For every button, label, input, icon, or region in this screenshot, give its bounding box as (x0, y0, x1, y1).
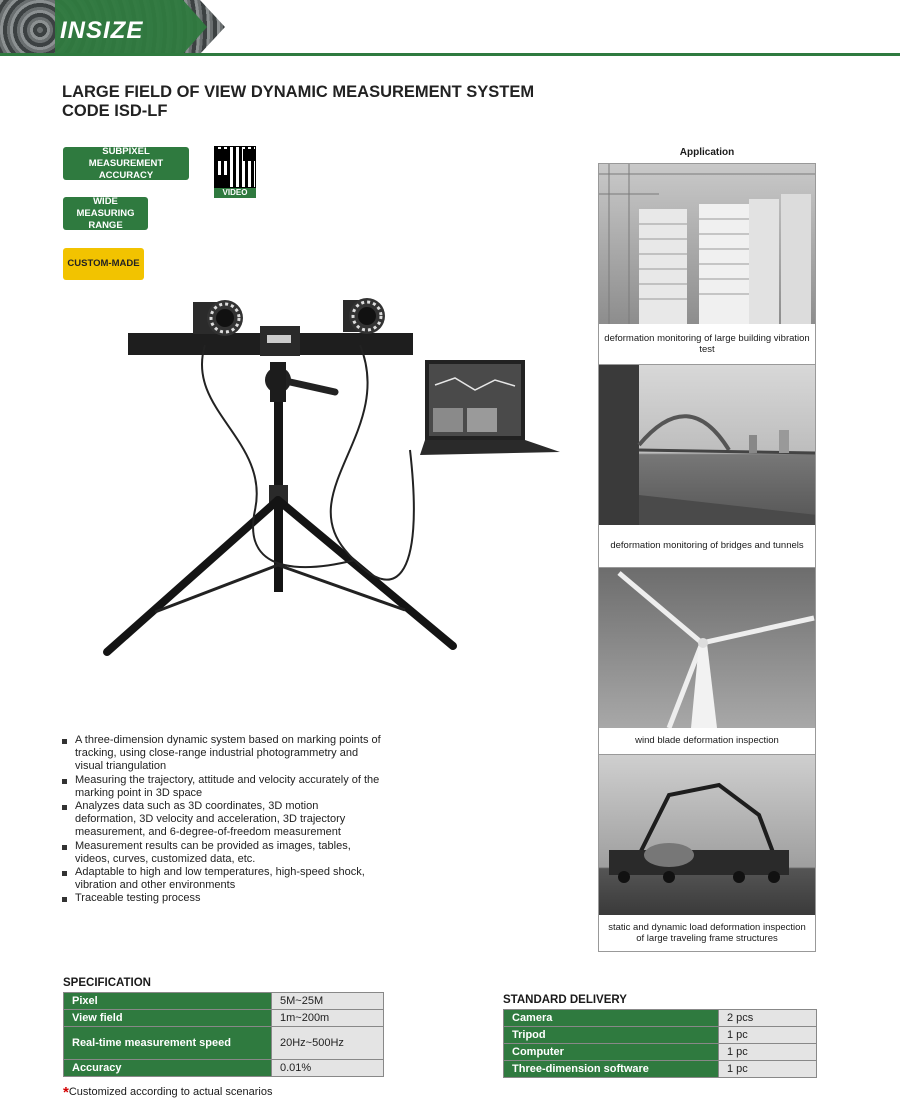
table-row (504, 1027, 817, 1044)
application-caption: static and dynamic load deformation inspection of large traveling frame structures (608, 921, 806, 944)
table-row (504, 1010, 817, 1027)
delivery-value: 2 pcs (719, 1010, 817, 1027)
brand-logo: INSIZE (60, 17, 144, 44)
right-camera-icon (343, 298, 385, 334)
delivery-title: STANDARD DELIVERY (503, 994, 627, 1006)
badge-wide-range: WIDE MEASURING RANGE (63, 197, 148, 230)
spec-value: 20Hz~500Hz (272, 1027, 384, 1060)
spec-key: Accuracy (64, 1060, 272, 1077)
bridge-photo (599, 365, 815, 525)
delivery-key: Tripod (504, 1027, 719, 1044)
application-title: Application (679, 147, 735, 158)
specification-title: SPECIFICATION (63, 977, 151, 989)
delivery-table (503, 1009, 817, 1078)
delivery-key: Three-dimension software (504, 1061, 719, 1078)
table-row (64, 993, 384, 1010)
delivery-value: 1 pc (719, 1027, 817, 1044)
feature-item: Traceable testing process (62, 892, 382, 905)
feature-item: Analyzes data such as 3D coordinates, 3D motion deformation, 3D velocity and acceleration, 3D trajectory measurement, and 6-degree-of-freedom measurement (62, 800, 382, 840)
badge-custom-made: CUSTOM-MADE (63, 248, 144, 280)
page-title: LARGE FIELD OF VIEW DYNAMIC MEASUREMENT SYSTEM (62, 83, 535, 101)
feature-item: Measuring the trajectory, attitude and velocity accurately of the marking point in 3D space (62, 774, 382, 800)
spec-key: View field (64, 1010, 272, 1027)
feature-item: Measurement results can be provided as images, tables, videos, curves, customized data, etc. (62, 840, 382, 866)
table-row (64, 1060, 384, 1077)
wind-turbine-photo (599, 568, 815, 728)
table-row (64, 1027, 384, 1060)
delivery-key: Computer (504, 1044, 719, 1061)
asterisk-icon: * (63, 1084, 69, 1101)
table-row (504, 1061, 817, 1078)
spec-key: Real-time measurement speed (64, 1027, 272, 1060)
specification-table (63, 992, 384, 1077)
badge-subpixel-accuracy: SUBPIXEL MEASUREMENT ACCURACY (63, 147, 189, 180)
application-card-building (598, 163, 816, 365)
delivery-key: Camera (504, 1010, 719, 1027)
left-camera-icon (193, 300, 243, 336)
table-row (504, 1044, 817, 1061)
spec-key: Pixel (64, 993, 272, 1010)
application-card-frame (598, 754, 816, 952)
page-header (0, 0, 900, 56)
delivery-value: 1 pc (719, 1061, 817, 1078)
spec-value: 5M~25M (272, 993, 384, 1010)
feature-list (62, 734, 382, 906)
concrete-pump-photo (599, 755, 815, 915)
table-row (64, 1010, 384, 1027)
spec-value: 1m~200m (272, 1010, 384, 1027)
application-caption: wind blade deformation inspection (635, 735, 779, 747)
qr-video-label: VIDEO (214, 188, 256, 198)
delivery-value: 1 pc (719, 1044, 817, 1061)
application-card-bridge (598, 364, 816, 568)
application-caption: deformation monitoring of bridges and tunnels (610, 540, 804, 552)
feature-item: Adaptable to high and low temperatures, high-speed shock, vibration and other environments (62, 866, 382, 892)
qr-code-icon (214, 146, 256, 188)
footnote-text: Customized according to actual scenarios (68, 1086, 273, 1098)
building-photo (599, 164, 815, 324)
application-card-wind (598, 567, 816, 755)
feature-item: A three-dimension dynamic system based on marking points of tracking, using close-range industrial photogrammetry and visual triangulation (62, 734, 382, 774)
header-rule (0, 53, 900, 56)
product-illustration (95, 290, 570, 670)
application-caption: deformation monitoring of large building vibration test (604, 332, 810, 355)
laptop-icon (420, 360, 560, 455)
spec-value: 0.01% (272, 1060, 384, 1077)
product-code: CODE ISD-LF (62, 102, 168, 120)
footnote (63, 1084, 272, 1101)
video-qr-code[interactable] (214, 146, 256, 198)
